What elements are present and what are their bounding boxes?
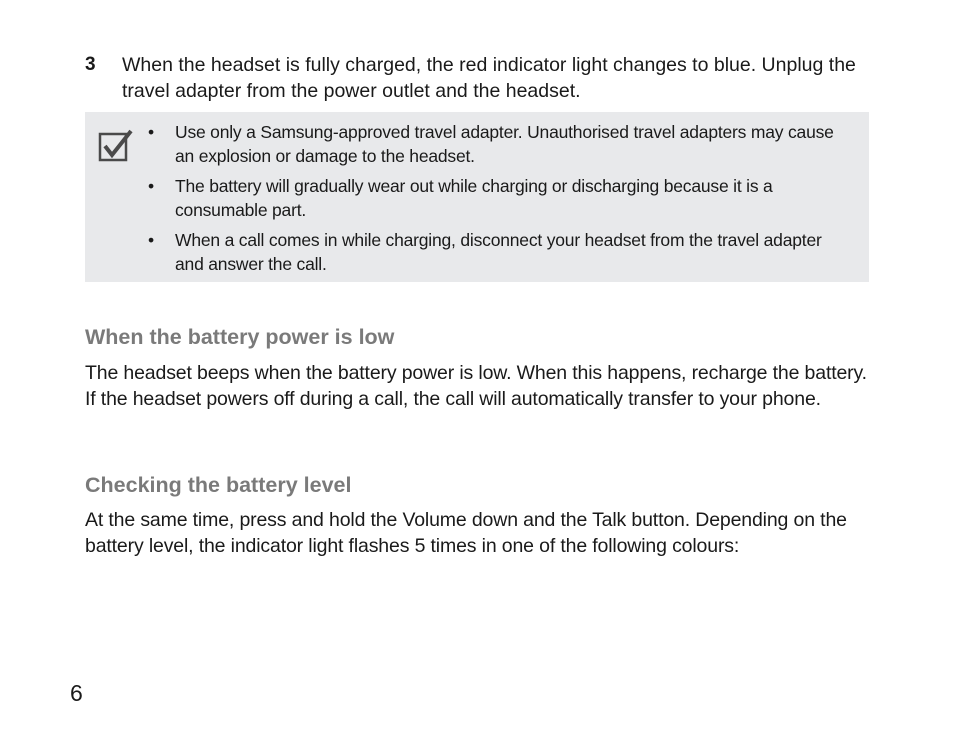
bullet: • (148, 230, 154, 250)
bullet: • (148, 176, 154, 196)
step-3 (85, 52, 865, 104)
section-heading-battery-level: Checking the battery level (85, 473, 352, 497)
section-body-battery-low: The headset beeps when the battery power is low. When this happens, recharge the battery. If the headset powers off during a call, the call will automatically transfer to your phone. (85, 362, 867, 410)
note-item (143, 174, 843, 222)
step-text: When the headset is fully charged, the red indicator light changes to blue. Unplug the travel adapter from the power outlet and the headset. (122, 54, 856, 102)
page-number: 6 (70, 680, 83, 706)
section-body-battery-level: At the same time, press and hold the Volume down and the Talk button. Depending on the battery level, the indicator light flashes 5 times in one of the following colours: (85, 509, 847, 557)
note-list (143, 120, 843, 282)
note-item-text: The battery will gradually wear out while charging or discharging because it is a consumable part. (175, 176, 773, 220)
note-box (85, 112, 869, 282)
note-item (143, 228, 843, 276)
note-item-text: When a call comes in while charging, disconnect your headset from the travel adapter and answer the call. (175, 230, 822, 274)
note-item-text: Use only a Samsung-approved travel adapter. Unauthorised travel adapters may cause an explosion or damage to the headset. (175, 122, 834, 166)
step-number: 3 (85, 54, 96, 75)
section-heading-battery-low: When the battery power is low (85, 325, 395, 349)
note-item (143, 120, 843, 168)
checkmark-box-icon (98, 128, 134, 164)
bullet: • (148, 122, 154, 142)
